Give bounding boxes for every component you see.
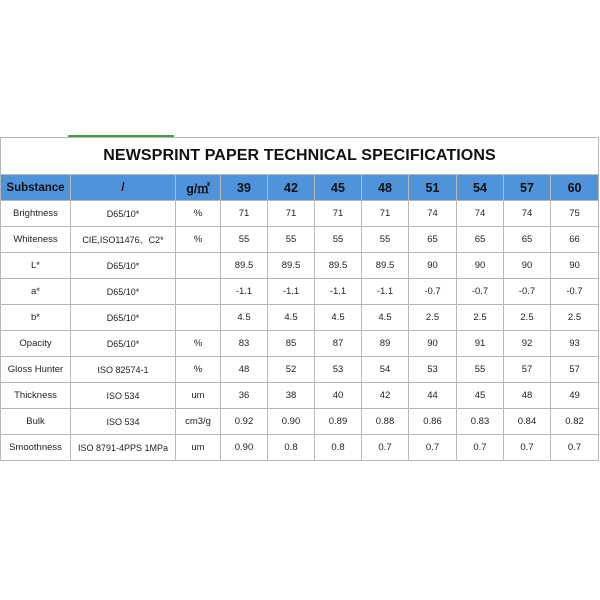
row-value: 2.5: [409, 305, 457, 331]
row-value: 4.5: [362, 305, 409, 331]
header-grammage-54: 54: [457, 175, 504, 201]
header-grammage-60: 60: [551, 175, 599, 201]
row-value: 4.5: [221, 305, 268, 331]
row-value: 55: [315, 227, 362, 253]
row-unit: [176, 305, 221, 331]
row-value: 48: [221, 357, 268, 383]
row-value: 0.86: [409, 409, 457, 435]
row-unit: %: [176, 331, 221, 357]
row-opacity: [1, 331, 599, 357]
row-value: -1.1: [362, 279, 409, 305]
row-value: 40: [315, 383, 362, 409]
header-grammage-39: 39: [221, 175, 268, 201]
row-value: 45: [457, 383, 504, 409]
row-value: 90: [504, 253, 551, 279]
row-label: L*: [1, 253, 71, 279]
row-value: 66: [551, 227, 599, 253]
row-value: 90: [551, 253, 599, 279]
row-value: 74: [457, 201, 504, 227]
row-value: 38: [268, 383, 315, 409]
row-unit: um: [176, 383, 221, 409]
row-value: 48: [504, 383, 551, 409]
row-value: -0.7: [457, 279, 504, 305]
row-unit: %: [176, 357, 221, 383]
row-brightness: [1, 201, 599, 227]
row-method: ISO 8791-4PPS 1MPa: [71, 435, 176, 461]
row-value: 83: [221, 331, 268, 357]
row-label: Whiteness: [1, 227, 71, 253]
row-value: -0.7: [551, 279, 599, 305]
row-smoothness: [1, 435, 599, 461]
row-method: D65/10*: [71, 253, 176, 279]
row-value: 0.7: [504, 435, 551, 461]
row-value: 90: [457, 253, 504, 279]
row-value: -0.7: [504, 279, 551, 305]
header-grammage-42: 42: [268, 175, 315, 201]
row-value: 54: [362, 357, 409, 383]
row-method: D65/10*: [71, 201, 176, 227]
row-a-star: [1, 279, 599, 305]
row-value: -0.7: [409, 279, 457, 305]
header-substance: Substance: [1, 175, 71, 201]
row-value: 71: [268, 201, 315, 227]
row-value: 71: [315, 201, 362, 227]
row-value: -1.1: [221, 279, 268, 305]
row-unit: %: [176, 201, 221, 227]
row-value: 2.5: [504, 305, 551, 331]
row-label: Smoothness: [1, 435, 71, 461]
row-value: 90: [409, 331, 457, 357]
row-value: 42: [362, 383, 409, 409]
row-label: Opacity: [1, 331, 71, 357]
row-thickness: [1, 383, 599, 409]
row-label: a*: [1, 279, 71, 305]
row-value: 90: [409, 253, 457, 279]
row-value: 55: [268, 227, 315, 253]
row-bulk: [1, 409, 599, 435]
row-method: D65/10*: [71, 279, 176, 305]
row-value: 44: [409, 383, 457, 409]
header-grammage-51: 51: [409, 175, 457, 201]
row-label: Brightness: [1, 201, 71, 227]
row-value: 55: [457, 357, 504, 383]
row-b-star: [1, 305, 599, 331]
row-value: 0.8: [268, 435, 315, 461]
row-value: 89: [362, 331, 409, 357]
row-value: 87: [315, 331, 362, 357]
row-unit: cm3/g: [176, 409, 221, 435]
row-value: 89.5: [315, 253, 362, 279]
row-value: 0.92: [221, 409, 268, 435]
row-method: ISO 82574-1: [71, 357, 176, 383]
row-value: 89.5: [362, 253, 409, 279]
row-label: Thickness: [1, 383, 71, 409]
header-grammage-45: 45: [315, 175, 362, 201]
row-value: 55: [221, 227, 268, 253]
row-method: D65/10*: [71, 331, 176, 357]
row-value: 2.5: [457, 305, 504, 331]
row-value: 2.5: [551, 305, 599, 331]
row-method: ISO 534: [71, 409, 176, 435]
row-value: 53: [409, 357, 457, 383]
row-unit: um: [176, 435, 221, 461]
row-value: 0.84: [504, 409, 551, 435]
row-value: -1.1: [268, 279, 315, 305]
row-value: 75: [551, 201, 599, 227]
row-value: 93: [551, 331, 599, 357]
row-value: 0.83: [457, 409, 504, 435]
row-value: 0.7: [457, 435, 504, 461]
row-value: 4.5: [315, 305, 362, 331]
row-unit: [176, 279, 221, 305]
row-label: Bulk: [1, 409, 71, 435]
row-value: 74: [409, 201, 457, 227]
row-value: 89.5: [268, 253, 315, 279]
row-value: 65: [409, 227, 457, 253]
row-value: 0.90: [268, 409, 315, 435]
header-method: /: [71, 175, 176, 201]
row-value: 74: [504, 201, 551, 227]
row-value: 85: [268, 331, 315, 357]
row-value: 0.7: [409, 435, 457, 461]
row-value: 55: [362, 227, 409, 253]
row-value: 71: [221, 201, 268, 227]
row-label: Gloss Hunter: [1, 357, 71, 383]
row-label: b*: [1, 305, 71, 331]
spec-table: [0, 137, 599, 461]
row-unit: [176, 253, 221, 279]
row-value: 0.82: [551, 409, 599, 435]
row-value: 0.89: [315, 409, 362, 435]
header-unit: g/㎡: [176, 175, 221, 201]
row-value: 0.8: [315, 435, 362, 461]
row-value: 57: [551, 357, 599, 383]
row-value: -1.1: [315, 279, 362, 305]
row-value: 52: [268, 357, 315, 383]
header-row: [1, 175, 599, 201]
row-value: 0.7: [551, 435, 599, 461]
row-value: 0.88: [362, 409, 409, 435]
row-value: 65: [504, 227, 551, 253]
row-value: 0.90: [221, 435, 268, 461]
row-value: 65: [457, 227, 504, 253]
row-value: 92: [504, 331, 551, 357]
table-title: NEWSPRINT PAPER TECHNICAL SPECIFICATIONS: [1, 138, 599, 175]
row-value: 49: [551, 383, 599, 409]
row-value: 36: [221, 383, 268, 409]
row-whiteness: [1, 227, 599, 253]
row-gloss-hunter: [1, 357, 599, 383]
row-value: 57: [504, 357, 551, 383]
row-value: 53: [315, 357, 362, 383]
row-value: 91: [457, 331, 504, 357]
row-value: 4.5: [268, 305, 315, 331]
row-l-star: [1, 253, 599, 279]
row-method: CIE,ISO11476、C2*: [71, 227, 176, 253]
row-value: 71: [362, 201, 409, 227]
row-method: ISO 534: [71, 383, 176, 409]
row-value: 0.7: [362, 435, 409, 461]
row-unit: %: [176, 227, 221, 253]
row-method: D65/10*: [71, 305, 176, 331]
row-value: 89.5: [221, 253, 268, 279]
header-grammage-57: 57: [504, 175, 551, 201]
header-grammage-48: 48: [362, 175, 409, 201]
